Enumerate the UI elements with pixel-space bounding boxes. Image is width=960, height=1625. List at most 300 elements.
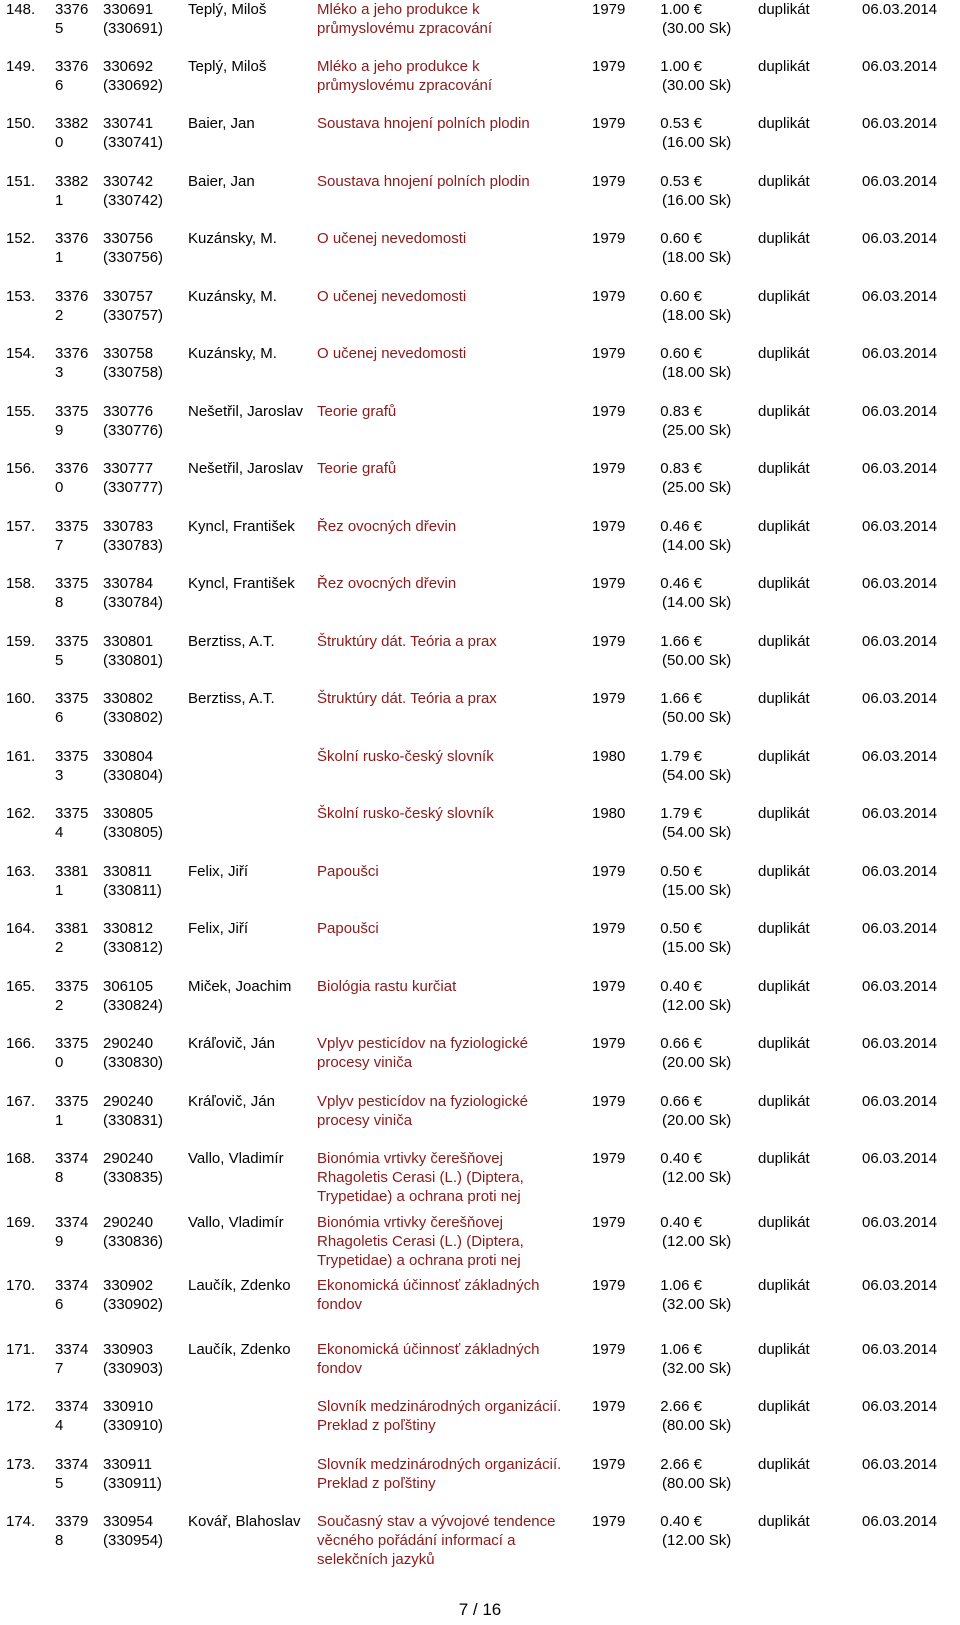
record-code-secondary: (330758) [103,364,164,381]
date: 06.03.2014 [862,978,938,995]
record-code-secondary: (330831) [103,1112,164,1129]
status: duplikát [758,1214,810,1231]
row-number: 157. [6,518,36,535]
author: Kuzánsky, M. [188,288,277,305]
price-sk: (32.00 Sk) [662,1360,732,1377]
price [650,1340,760,1378]
price-eur: 1.06 € [660,1341,702,1358]
price-eur: 2.66 € [660,1456,702,1473]
row-number: 170. [6,1277,36,1294]
table-row [0,1149,960,1205]
table-row [0,1397,960,1449]
record-code-primary: 330776 [103,403,154,420]
record-code-primary: 330902 [103,1277,154,1294]
row-number: 158. [6,575,36,592]
price-sk: (15.00 Sk) [662,882,732,899]
price [650,344,760,382]
book-title: O učenej nevedomosti [317,345,467,362]
status: duplikát [758,173,810,190]
price-sk: (25.00 Sk) [662,422,732,439]
inventory-number: 33747 [55,1341,89,1377]
publication-year: 1979 [592,1035,626,1052]
inventory-number: 33759 [55,403,89,439]
date: 06.03.2014 [862,345,938,362]
status: duplikát [758,288,810,305]
record-code [103,287,163,325]
record-code-secondary: (330811) [103,882,162,899]
record-code-secondary: (330836) [103,1233,164,1250]
price-sk: (15.00 Sk) [662,939,732,956]
book-title: Papoušci [317,863,379,880]
author: Kyncl, František [188,575,295,592]
author: Kráľovič, Ján [188,1035,275,1052]
date: 06.03.2014 [862,1214,938,1231]
author: Felix, Jiří [188,863,248,880]
book-title: Řez ovocných dřevin [317,575,457,592]
price [650,574,760,612]
author: Laučík, Zdenko [188,1277,291,1294]
date: 06.03.2014 [862,288,938,305]
record-code [103,517,163,555]
publication-year: 1979 [592,978,626,995]
price-eur: 1.66 € [660,690,702,707]
publication-year: 1979 [592,690,626,707]
publication-year: 1979 [592,1513,626,1530]
record-code-secondary: (330776) [103,422,164,439]
record-code-secondary: (330756) [103,249,164,266]
record-code-primary: 330812 [103,920,154,937]
publication-year: 1979 [592,1214,626,1231]
price-eur: 0.50 € [660,920,702,937]
table-row [0,804,960,856]
price [650,0,760,38]
price-sk: (12.00 Sk) [662,1233,732,1250]
price [650,919,760,957]
price [650,1397,760,1435]
author: Teplý, Miloš [188,58,267,75]
record-code [103,1276,163,1314]
status: duplikát [758,748,810,765]
table-row [0,287,960,339]
price-sk: (80.00 Sk) [662,1417,732,1434]
publication-year: 1979 [592,1341,626,1358]
price [650,862,760,900]
book-title: Ekonomická účinnosť základných fondov [317,1277,540,1313]
date: 06.03.2014 [862,518,938,535]
row-number: 172. [6,1398,36,1415]
row-number: 163. [6,863,36,880]
book-title: Biológia rastu kurčiat [317,978,457,995]
price-sk: (20.00 Sk) [662,1054,732,1071]
row-number: 148. [6,1,36,18]
inventory-number: 33756 [55,690,89,726]
book-title: Mléko a jeho produkce k průmyslovému zpracování [317,1,493,37]
inventory-number: 33812 [55,920,89,956]
price [650,689,760,727]
inventory-number: 33765 [55,1,89,37]
date: 06.03.2014 [862,1456,938,1473]
table-row [0,1092,960,1144]
table-row [0,574,960,626]
record-code-primary: 330954 [103,1513,154,1530]
price-sk: (12.00 Sk) [662,1169,732,1186]
date: 06.03.2014 [862,1035,938,1052]
price-sk: (16.00 Sk) [662,192,732,209]
price-eur: 0.50 € [660,863,702,880]
date: 06.03.2014 [862,1093,938,1110]
table-row [0,747,960,799]
date: 06.03.2014 [862,575,938,592]
author: Laučík, Zdenko [188,1341,291,1358]
row-number: 166. [6,1035,36,1052]
book-title: Bionómia vrtivky čerešňovej Rhagoletis Cerasi (L.) (Diptera, Trypetidae) a ochrana proti nej [317,1214,524,1269]
record-code [103,1512,163,1550]
inventory-number: 33751 [55,1093,89,1129]
record-code-secondary: (330812) [103,939,164,956]
table-row [0,977,960,1029]
price-sk: (30.00 Sk) [662,20,732,37]
publication-year: 1979 [592,1093,626,1110]
date: 06.03.2014 [862,805,938,822]
status: duplikát [758,1093,810,1110]
book-title: Štruktúry dát. Teória a prax [317,633,497,650]
price [650,1276,760,1314]
book-title: Školní rusko-český slovník [317,748,494,765]
publication-year: 1979 [592,518,626,535]
record-code-secondary: (330802) [103,709,164,726]
price [650,229,760,267]
price-eur: 0.66 € [660,1035,702,1052]
status: duplikát [758,575,810,592]
status: duplikát [758,690,810,707]
author: Nešetřil, Jaroslav [188,460,304,477]
record-code-secondary: (330903) [103,1360,164,1377]
table-row [0,402,960,454]
publication-year: 1979 [592,1277,626,1294]
row-number: 164. [6,920,36,937]
record-code-primary: 290240 [103,1093,154,1110]
record-code-secondary: (330902) [103,1296,164,1313]
price-sk: (54.00 Sk) [662,767,732,784]
record-code [103,804,163,842]
table-row [0,114,960,166]
record-code [103,1340,163,1378]
table-row [0,632,960,684]
row-number: 171. [6,1341,36,1358]
record-code-primary: 330784 [103,575,154,592]
inventory-number: 33763 [55,345,89,381]
row-number: 150. [6,115,36,132]
record-code [103,747,163,785]
price-eur: 0.60 € [660,230,702,247]
table-row [0,172,960,224]
inventory-number: 33766 [55,58,89,94]
date: 06.03.2014 [862,115,938,132]
price-eur: 1.79 € [660,748,702,765]
inventory-number: 33820 [55,115,89,151]
record-code-secondary: (330911) [103,1475,162,1492]
price-eur: 1.66 € [660,633,702,650]
table-row [0,0,960,52]
author: Baier, Jan [188,173,255,190]
record-code-secondary: (330804) [103,767,164,784]
record-code-secondary: (330910) [103,1417,164,1434]
status: duplikát [758,1035,810,1052]
price-sk: (80.00 Sk) [662,1475,732,1492]
price [650,517,760,555]
publication-year: 1979 [592,633,626,650]
publication-year: 1979 [592,1,626,18]
price [650,1149,760,1187]
price-eur: 0.40 € [660,978,702,995]
price [650,459,760,497]
row-number: 159. [6,633,36,650]
status: duplikát [758,345,810,362]
price-eur: 0.83 € [660,403,702,420]
publication-year: 1979 [592,920,626,937]
publication-year: 1979 [592,403,626,420]
inventory-number: 33744 [55,1398,89,1434]
status: duplikát [758,1341,810,1358]
price-eur: 0.83 € [660,460,702,477]
table-row [0,459,960,511]
table-row [0,1034,960,1086]
price [650,1512,760,1550]
record-code [103,574,163,612]
author: Nešetřil, Jaroslav [188,403,304,420]
book-title: Vplyv pesticídov na fyziologické procesy viniča [317,1035,528,1071]
table-row [0,344,960,396]
price-eur: 0.60 € [660,345,702,362]
inventory-number: 33821 [55,173,89,209]
inventory-number: 33755 [55,633,89,669]
price-eur: 0.40 € [660,1214,702,1231]
publication-year: 1979 [592,1456,626,1473]
date: 06.03.2014 [862,403,938,420]
price [650,114,760,152]
author: Miček, Joachim [188,978,292,995]
book-title: Soustava hnojení polních plodin [317,115,530,132]
record-code [103,919,163,957]
inventory-number: 33745 [55,1456,89,1492]
table-row [0,1340,960,1392]
publication-year: 1979 [592,1150,626,1167]
row-number: 165. [6,978,36,995]
publication-year: 1979 [592,1398,626,1415]
price [650,57,760,95]
record-code-secondary: (330777) [103,479,164,496]
table-row [0,57,960,109]
date: 06.03.2014 [862,1513,938,1530]
author: Kyncl, František [188,518,295,535]
author: Berztiss, A.T. [188,690,275,707]
price [650,1092,760,1130]
status: duplikát [758,1150,810,1167]
price-sk: (20.00 Sk) [662,1112,732,1129]
inventory-number: 33748 [55,1150,89,1186]
row-number: 161. [6,748,36,765]
record-code-secondary: (330757) [103,307,164,324]
row-number: 149. [6,58,36,75]
inventory-number: 33752 [55,978,89,1014]
record-code-primary: 330741 [103,115,154,132]
status: duplikát [758,805,810,822]
record-code [103,977,163,1015]
author: Vallo, Vladimír [188,1150,284,1167]
row-number: 160. [6,690,36,707]
author: Baier, Jan [188,115,255,132]
inventory-number: 33746 [55,1277,89,1313]
book-title: Vplyv pesticídov na fyziologické procesy viniča [317,1093,528,1129]
row-number: 155. [6,403,36,420]
record-code-primary: 330742 [103,173,154,190]
record-code-secondary: (330805) [103,824,164,841]
record-code-primary: 330804 [103,748,154,765]
record-code [103,402,163,440]
record-code-secondary: (330742) [103,192,164,209]
inventory-number: 33750 [55,1035,89,1071]
status: duplikát [758,230,810,247]
date: 06.03.2014 [862,920,938,937]
publication-year: 1979 [592,863,626,880]
publication-year: 1979 [592,575,626,592]
price-sk: (50.00 Sk) [662,652,732,669]
row-number: 168. [6,1150,36,1167]
price [650,977,760,1015]
record-code-primary: 330811 [103,863,152,880]
row-number: 169. [6,1214,36,1231]
author: Kovář, Blahoslav [188,1513,301,1530]
price-eur: 1.79 € [660,805,702,822]
publication-year: 1979 [592,58,626,75]
inventory-number: 33757 [55,518,89,554]
price-sk: (30.00 Sk) [662,77,732,94]
status: duplikát [758,978,810,995]
date: 06.03.2014 [862,863,938,880]
record-code-primary: 290240 [103,1214,154,1231]
row-number: 167. [6,1093,36,1110]
price-sk: (14.00 Sk) [662,537,732,554]
record-code [103,632,163,670]
record-code-secondary: (330784) [103,594,164,611]
price-sk: (18.00 Sk) [662,307,732,324]
status: duplikát [758,518,810,535]
book-title: Slovník medzinárodných organizácií. Preklad z poľštiny [317,1398,562,1434]
record-code-primary: 330777 [103,460,154,477]
row-number: 156. [6,460,36,477]
price [650,632,760,670]
table-row [0,517,960,569]
price-sk: (18.00 Sk) [662,364,732,381]
publication-year: 1979 [592,230,626,247]
record-code-primary: 330801 [103,633,154,650]
price-eur: 2.66 € [660,1398,702,1415]
record-code-secondary: (330954) [103,1532,164,1549]
table-row [0,1276,960,1328]
book-title: Školní rusko-český slovník [317,805,494,822]
price-eur: 0.66 € [660,1093,702,1110]
date: 06.03.2014 [862,1,938,18]
status: duplikát [758,58,810,75]
record-code [103,459,163,497]
table-row [0,1455,960,1507]
book-title: Mléko a jeho produkce k průmyslovému zpracování [317,58,493,94]
record-code-primary: 330805 [103,805,154,822]
record-code-secondary: (330835) [103,1169,164,1186]
publication-year: 1980 [592,805,626,822]
price-sk: (32.00 Sk) [662,1296,732,1313]
book-title: O učenej nevedomosti [317,288,467,305]
author: Berztiss, A.T. [188,633,275,650]
inventory-number: 33758 [55,575,89,611]
date: 06.03.2014 [862,1277,938,1294]
date: 06.03.2014 [862,1398,938,1415]
row-number: 162. [6,805,36,822]
price-eur: 1.06 € [660,1277,702,1294]
record-code-primary: 306105 [103,978,154,995]
book-title: Teorie grafů [317,403,397,420]
price-eur: 0.60 € [660,288,702,305]
book-title: O učenej nevedomosti [317,230,467,247]
inventory-number: 33762 [55,288,89,324]
status: duplikát [758,920,810,937]
price-sk: (14.00 Sk) [662,594,732,611]
price [650,804,760,842]
date: 06.03.2014 [862,173,938,190]
record-code-primary: 330911 [103,1456,152,1473]
book-title: Slovník medzinárodných organizácií. Preklad z poľštiny [317,1456,562,1492]
table-row [0,919,960,971]
author: Kráľovič, Ján [188,1093,275,1110]
date: 06.03.2014 [862,460,938,477]
book-title: Bionómia vrtivky čerešňovej Rhagoletis Cerasi (L.) (Diptera, Trypetidae) a ochrana proti nej [317,1150,524,1205]
inventory-number: 33761 [55,230,89,266]
date: 06.03.2014 [862,230,938,247]
record-code [103,1149,163,1187]
price [650,747,760,785]
price-eur: 0.46 € [660,575,702,592]
date: 06.03.2014 [862,690,938,707]
publication-year: 1979 [592,288,626,305]
table-row [0,229,960,281]
status: duplikát [758,1398,810,1415]
book-title: Ekonomická účinnosť základných fondov [317,1341,540,1377]
record-code-secondary: (330741) [103,134,164,151]
date: 06.03.2014 [862,748,938,765]
price-sk: (25.00 Sk) [662,479,732,496]
row-number: 151. [6,173,36,190]
record-code-primary: 330692 [103,58,154,75]
row-number: 153. [6,288,36,305]
record-code [103,344,163,382]
record-code [103,1455,162,1493]
record-code-secondary: (330692) [103,77,164,94]
record-code-secondary: (330783) [103,537,164,554]
price [650,172,760,210]
book-title: Současný stav a vývojové tendence věcného pořádání informací a selekčních jazyků [317,1513,556,1568]
inventory-number: 33754 [55,805,89,841]
date: 06.03.2014 [862,633,938,650]
record-code [103,114,163,152]
record-code-primary: 330756 [103,230,154,247]
publication-year: 1980 [592,748,626,765]
table-row [0,862,960,914]
record-code-primary: 330757 [103,288,154,305]
status: duplikát [758,460,810,477]
status: duplikát [758,863,810,880]
status: duplikát [758,115,810,132]
record-code-secondary: (330824) [103,997,164,1014]
